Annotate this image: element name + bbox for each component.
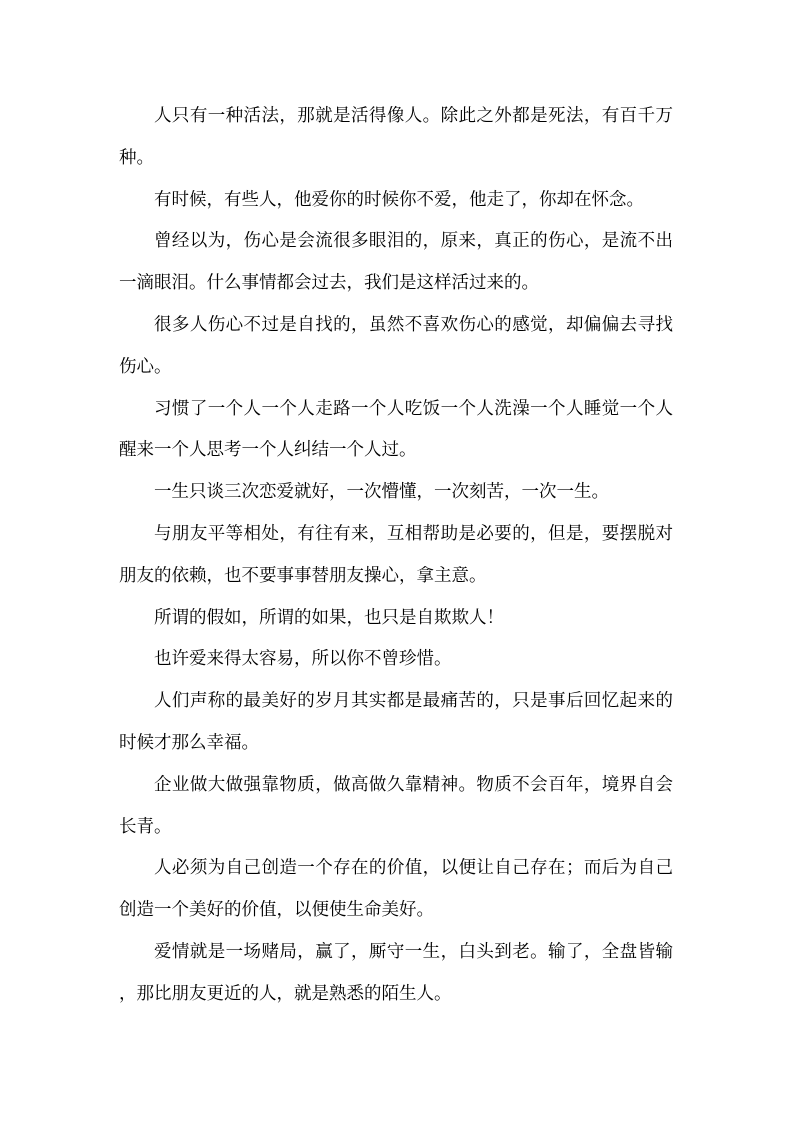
paragraph-5: 习惯了一个人一个人走路一个人吃饭一个人洗澡一个人睡觉一个人醒来一个人思考一个人纠结一个人过。 [119, 398, 673, 461]
paragraph-8: 所谓的假如，所谓的如果，也只是自欺欺人！ [154, 607, 504, 628]
paragraph-2: 有时候，有些人，他爱你的时候你不爱，他走了，你却在怀念。 [154, 189, 644, 210]
paragraph-11: 企业做大做强靠物质，做高做久靠精神。物质不会百年，境界自会长青。 [119, 774, 673, 837]
document-page [119, 96, 673, 1016]
paragraph-1: 人只有一种活法，那就是活得像人。除此之外都是死法，有百千万种。 [119, 106, 673, 168]
paragraph-12: 人必须为自己创造一个存在的价值，以便让自己存在；而后为自己创造一个美好的价值，以便使生命美好。 [119, 858, 673, 921]
paragraph-4: 很多人伤心不过是自找的，虽然不喜欢伤心的感觉，却偏偏去寻找伤心。 [119, 314, 673, 377]
paragraph-10: 人们声称的最美好的岁月其实都是最痛苦的，只是事后回忆起来的时候才那么幸福。 [119, 691, 673, 753]
paragraph-6: 一生只谈三次恋爱就好，一次懵懂，一次刻苦，一次一生。 [154, 482, 609, 503]
paragraph-13: 爱情就是一场赌局，赢了，厮守一生，白头到老。输了，全盘皆输，那比朋友更近的人，就是熟悉的陌生人。 [119, 941, 673, 1004]
paragraph-3: 曾经以为，伤心是会流很多眼泪的，原来，真正的伤心，是流不出一滴眼泪。什么事情都会过去，我们是这样活过来的。 [119, 231, 673, 294]
paragraph-9: 也许爱来得太容易，所以你不曾珍惜。 [154, 649, 452, 670]
paragraph-7: 与朋友平等相处，有往有来，互相帮助是必要的，但是，要摆脱对朋友的依赖，也不要事事替朋友操心，拿主意。 [119, 523, 673, 586]
